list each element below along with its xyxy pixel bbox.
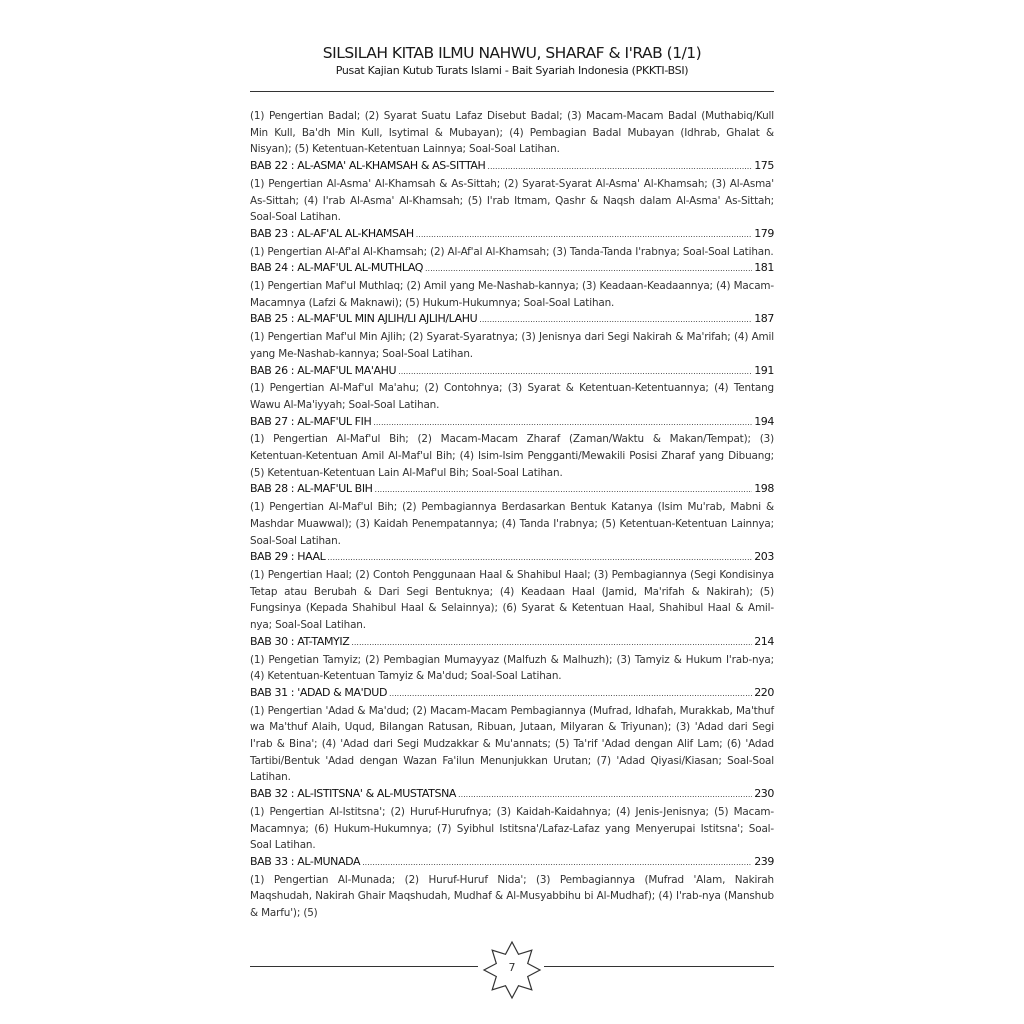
chapter-heading: [250, 311, 774, 329]
dot-leader: [373, 415, 752, 432]
toc-entry: [250, 549, 774, 634]
chapter-title: BAB 26 : AL-MAF'UL MA'AHU: [250, 363, 397, 377]
chapter-page: 230: [754, 787, 774, 801]
footer-divider-left: [250, 966, 478, 967]
chapter-title: BAB 28 : AL-MAF'UL BIH: [250, 482, 373, 496]
chapter-heading: [250, 854, 774, 872]
chapter-heading: [250, 363, 774, 381]
chapter-description: (1) Pengetian Tamyiz; (2) Pembagian Mumayyaz (Malfuzh & Malhuzh); (3) Tamyiz & Hukum I'rab-nya; (4) Ketentuan-Ketentuan Tamyiz & Ma'dud; Soal-Soal Latihan.: [250, 653, 774, 683]
footer-divider-right: [544, 966, 774, 967]
chapter-description: (1) Pengertian Al-Munada; (2) Huruf-Huruf Nida'; (3) Pembagiannya (Mufrad 'Alam, Nakirah Maqshudah, Nakirah Ghair Maqshudah, Mudhaf & Al-Musyabbihu bi Al-Mudhaf); (4) I'rab-nya (Manshub & Marfu'); (5): [250, 873, 774, 920]
book-subtitle: Pusat Kajian Kutub Turats Islami - Bait Syariah Indonesia (PKKTI-BSI): [335, 64, 689, 77]
chapter-heading: [250, 786, 774, 804]
dot-leader: [327, 550, 752, 567]
toc-entry: [250, 414, 774, 482]
chapter-page: 203: [754, 550, 774, 564]
dot-leader: [416, 227, 752, 244]
chapter-description: (1) Pengertian 'Adad & Ma'dud; (2) Macam-Macam Pembagiannya (Mufrad, Idhafah, Murakkab, Ma'thuf wa Ma'thuf Alaih, Uqud, Bilangan Ratusan, Ribuan, Jutaan, Milyaran & Triyunan); (3) 'Adad dari Segi I'rab & Bina'; (4) 'Adad dari Segi Mudzakkar & Mu'annats; (5) Ta'rif 'Adad dengan Alif Lam; (6) 'Adad Tartibi/Bentuk 'Adad dengan Wazan Fa'ilun Menunjukkan Urutan; (7) 'Adad Qiyasi/Kiasan; Soal-Soal Latihan.: [250, 704, 774, 784]
chapter-page: 198: [754, 482, 774, 496]
dot-leader: [425, 261, 752, 278]
chapter-page: 175: [754, 159, 774, 173]
toc-entry: [250, 260, 774, 311]
chapter-heading: [250, 260, 774, 278]
toc-entry: [250, 685, 774, 786]
header-divider: [250, 91, 774, 92]
chapter-title: BAB 23 : AL-AF'AL AL-KHAMSAH: [250, 226, 414, 240]
dot-leader: [351, 635, 752, 652]
dot-leader: [389, 686, 752, 703]
chapter-heading: [250, 414, 774, 432]
chapter-description: (1) Pengertian Al-Maf'ul Bih; (2) Pembagiannya Berdasarkan Bentuk Katanya (Isim Mu'rab, Mabni & Mashdar Muawwal); (3) Kaidah Penempatannya; (4) Tanda I'rabnya; (5) Ketentuan-Ketentuan Lainnya; Soal-Soal Latihan.: [250, 501, 774, 547]
chapter-page: 187: [754, 312, 774, 326]
dot-leader: [362, 855, 752, 872]
chapter-description: (1) Pengertian Al-Af'al Al-Khamsah; (2) Al-Af'al Al-Khamsah; (3) Tanda-Tanda I'rabnya; Soal-Soal Latihan.: [250, 245, 774, 258]
chapter-page: 220: [754, 685, 774, 699]
chapter-description: (1) Pengertian Al-Maf'ul Bih; (2) Macam-Macam Zharaf (Zaman/Waktu & Makan/Tempat); (3) Ketentuan-Ketentuan Amil Al-Maf'ul Bih; (4) Isim-Isim Pengganti/Mewakili Posisi Zharaf yang Dibuang; (5) Ketentuan-Ketentuan Lain Al-Maf'ul Bih; Soal-Soal Latihan.: [250, 433, 774, 479]
chapter-heading: [250, 226, 774, 244]
chapter-description: (1) Pengertian Haal; (2) Contoh Penggunaan Haal & Shahibul Haal; (3) Pembagiannya (Segi Kondisinya Tetap atau Berubah & Dari Segi Bentuknya; (4) Keadaan Haal (Jamid, Ma'rifah & Nakirah); (5) Fungsinya (Kepada Shahibul Haal & Selainnya); (6) Syarat & Ketentuan Haal, Shahibul Haal & Amil-nya; Soal-Soal Latihan.: [250, 568, 774, 632]
chapter-title: BAB 22 : AL-ASMA' AL-KHAMSAH & AS-SITTAH: [250, 159, 486, 173]
chapter-page: 239: [754, 854, 774, 868]
toc-entry: [250, 226, 774, 260]
chapter-title: BAB 33 : AL-MUNADA: [250, 854, 361, 868]
toc-entry: [250, 158, 774, 226]
toc-entry: [250, 786, 774, 854]
chapter-title: BAB 29 : HAAL: [250, 550, 326, 564]
table-of-contents: [250, 108, 774, 922]
page-number: 7: [508, 961, 516, 974]
chapter-page: 191: [754, 363, 774, 377]
toc-entry: [250, 854, 774, 922]
chapter-description: (1) Pengertian Maf'ul Min Ajlih; (2) Syarat-Syaratnya; (3) Jenisnya dari Segi Nakirah & Ma'rifah; (4) Amil yang Me-Nashab-kannya; Soal-Soal Latihan.: [250, 331, 774, 360]
dot-leader: [458, 787, 752, 804]
chapter-description: (1) Pengertian Al-Istitsna'; (2) Huruf-Hurufnya; (3) Kaidah-Kaidahnya; (4) Jenis-Jenisnya; (5) Macam-Macamnya; (6) Hukum-Hukumnya; (7) Syibhul Istitsna'/Lafaz-Lafaz yang Menyerupai Istitsna'; Soal-Soal Latihan.: [250, 805, 774, 852]
chapter-page: 194: [754, 414, 774, 428]
chapter-description: (1) Pengertian Badal; (2) Syarat Suatu Lafaz Disebut Badal; (3) Macam-Macam Badal (Muthabiq/Kull Min Kull, Ba'dh Min Kull, Isytimal & Mubayan); (4) Pembagian Badal Mubayan (Idhrab, Ghalat & Nisyan); (5) Ketentuan-Ketentuan Lainnya; Soal-Soal Latihan.: [250, 110, 774, 156]
chapter-description: (1) Pengertian Al-Asma' Al-Khamsah & As-Sittah; (2) Syarat-Syarat Al-Asma' Al-Khamsah; (3) Al-Asma' As-Sittah; (4) I'rab Al-Asma' Al-Khamsah; (5) I'rab Itmam, Qashr & Naqsh dalam Al-Asma' As-Sittah; Soal-Soal Latihan.: [250, 177, 774, 224]
chapter-page: 179: [754, 226, 774, 240]
chapter-description: (1) Pengertian Maf'ul Muthlaq; (2) Amil yang Me-Nashab-kannya; (3) Keadaan-Keadaannya; (4) Macam-Macamnya (Lafzi & Maknawi); (5) Hukum-Hukumnya; Soal-Soal Latihan.: [250, 280, 774, 309]
chapter-heading: [250, 158, 774, 176]
toc-entry: [250, 311, 774, 362]
dot-leader: [375, 482, 753, 499]
toc-entry: [250, 481, 774, 549]
toc-entry: [250, 363, 774, 414]
chapter-heading: [250, 549, 774, 567]
chapter-title: BAB 31 : 'ADAD & MA'DUD: [250, 685, 388, 699]
page-header: [250, 42, 774, 78]
dot-leader: [487, 159, 752, 176]
chapter-title: BAB 27 : AL-MAF'UL FIH: [250, 414, 372, 428]
toc-entry: [250, 634, 774, 685]
chapter-heading: [250, 685, 774, 703]
chapter-title: BAB 25 : AL-MAF'UL MIN AJLIH/LI AJLIH/LAHU: [250, 312, 478, 326]
chapter-heading: [250, 634, 774, 652]
chapter-heading: [250, 481, 774, 499]
chapter-description: (1) Pengertian Al-Maf'ul Ma'ahu; (2) Contohnya; (3) Syarat & Ketentuan-Ketentuannya; (4) Tentang Wawu Al-Ma'iyyah; Soal-Soal Latihan.: [250, 382, 774, 411]
dot-leader: [479, 312, 752, 329]
chapter-page: 181: [754, 261, 774, 275]
chapter-title: BAB 24 : AL-MAF'UL AL-MUTHLAQ: [250, 261, 424, 275]
book-title: SILSILAH KITAB ILMU NAHWU, SHARAF & I'RAB (1/1): [322, 44, 702, 62]
dot-leader: [398, 364, 752, 381]
chapter-title: BAB 30 : AT-TAMYIZ: [250, 634, 350, 648]
chapter-page: 214: [754, 634, 774, 648]
chapter-title: BAB 32 : AL-ISTITSNA' & AL-MUSTATSNA: [250, 787, 457, 801]
